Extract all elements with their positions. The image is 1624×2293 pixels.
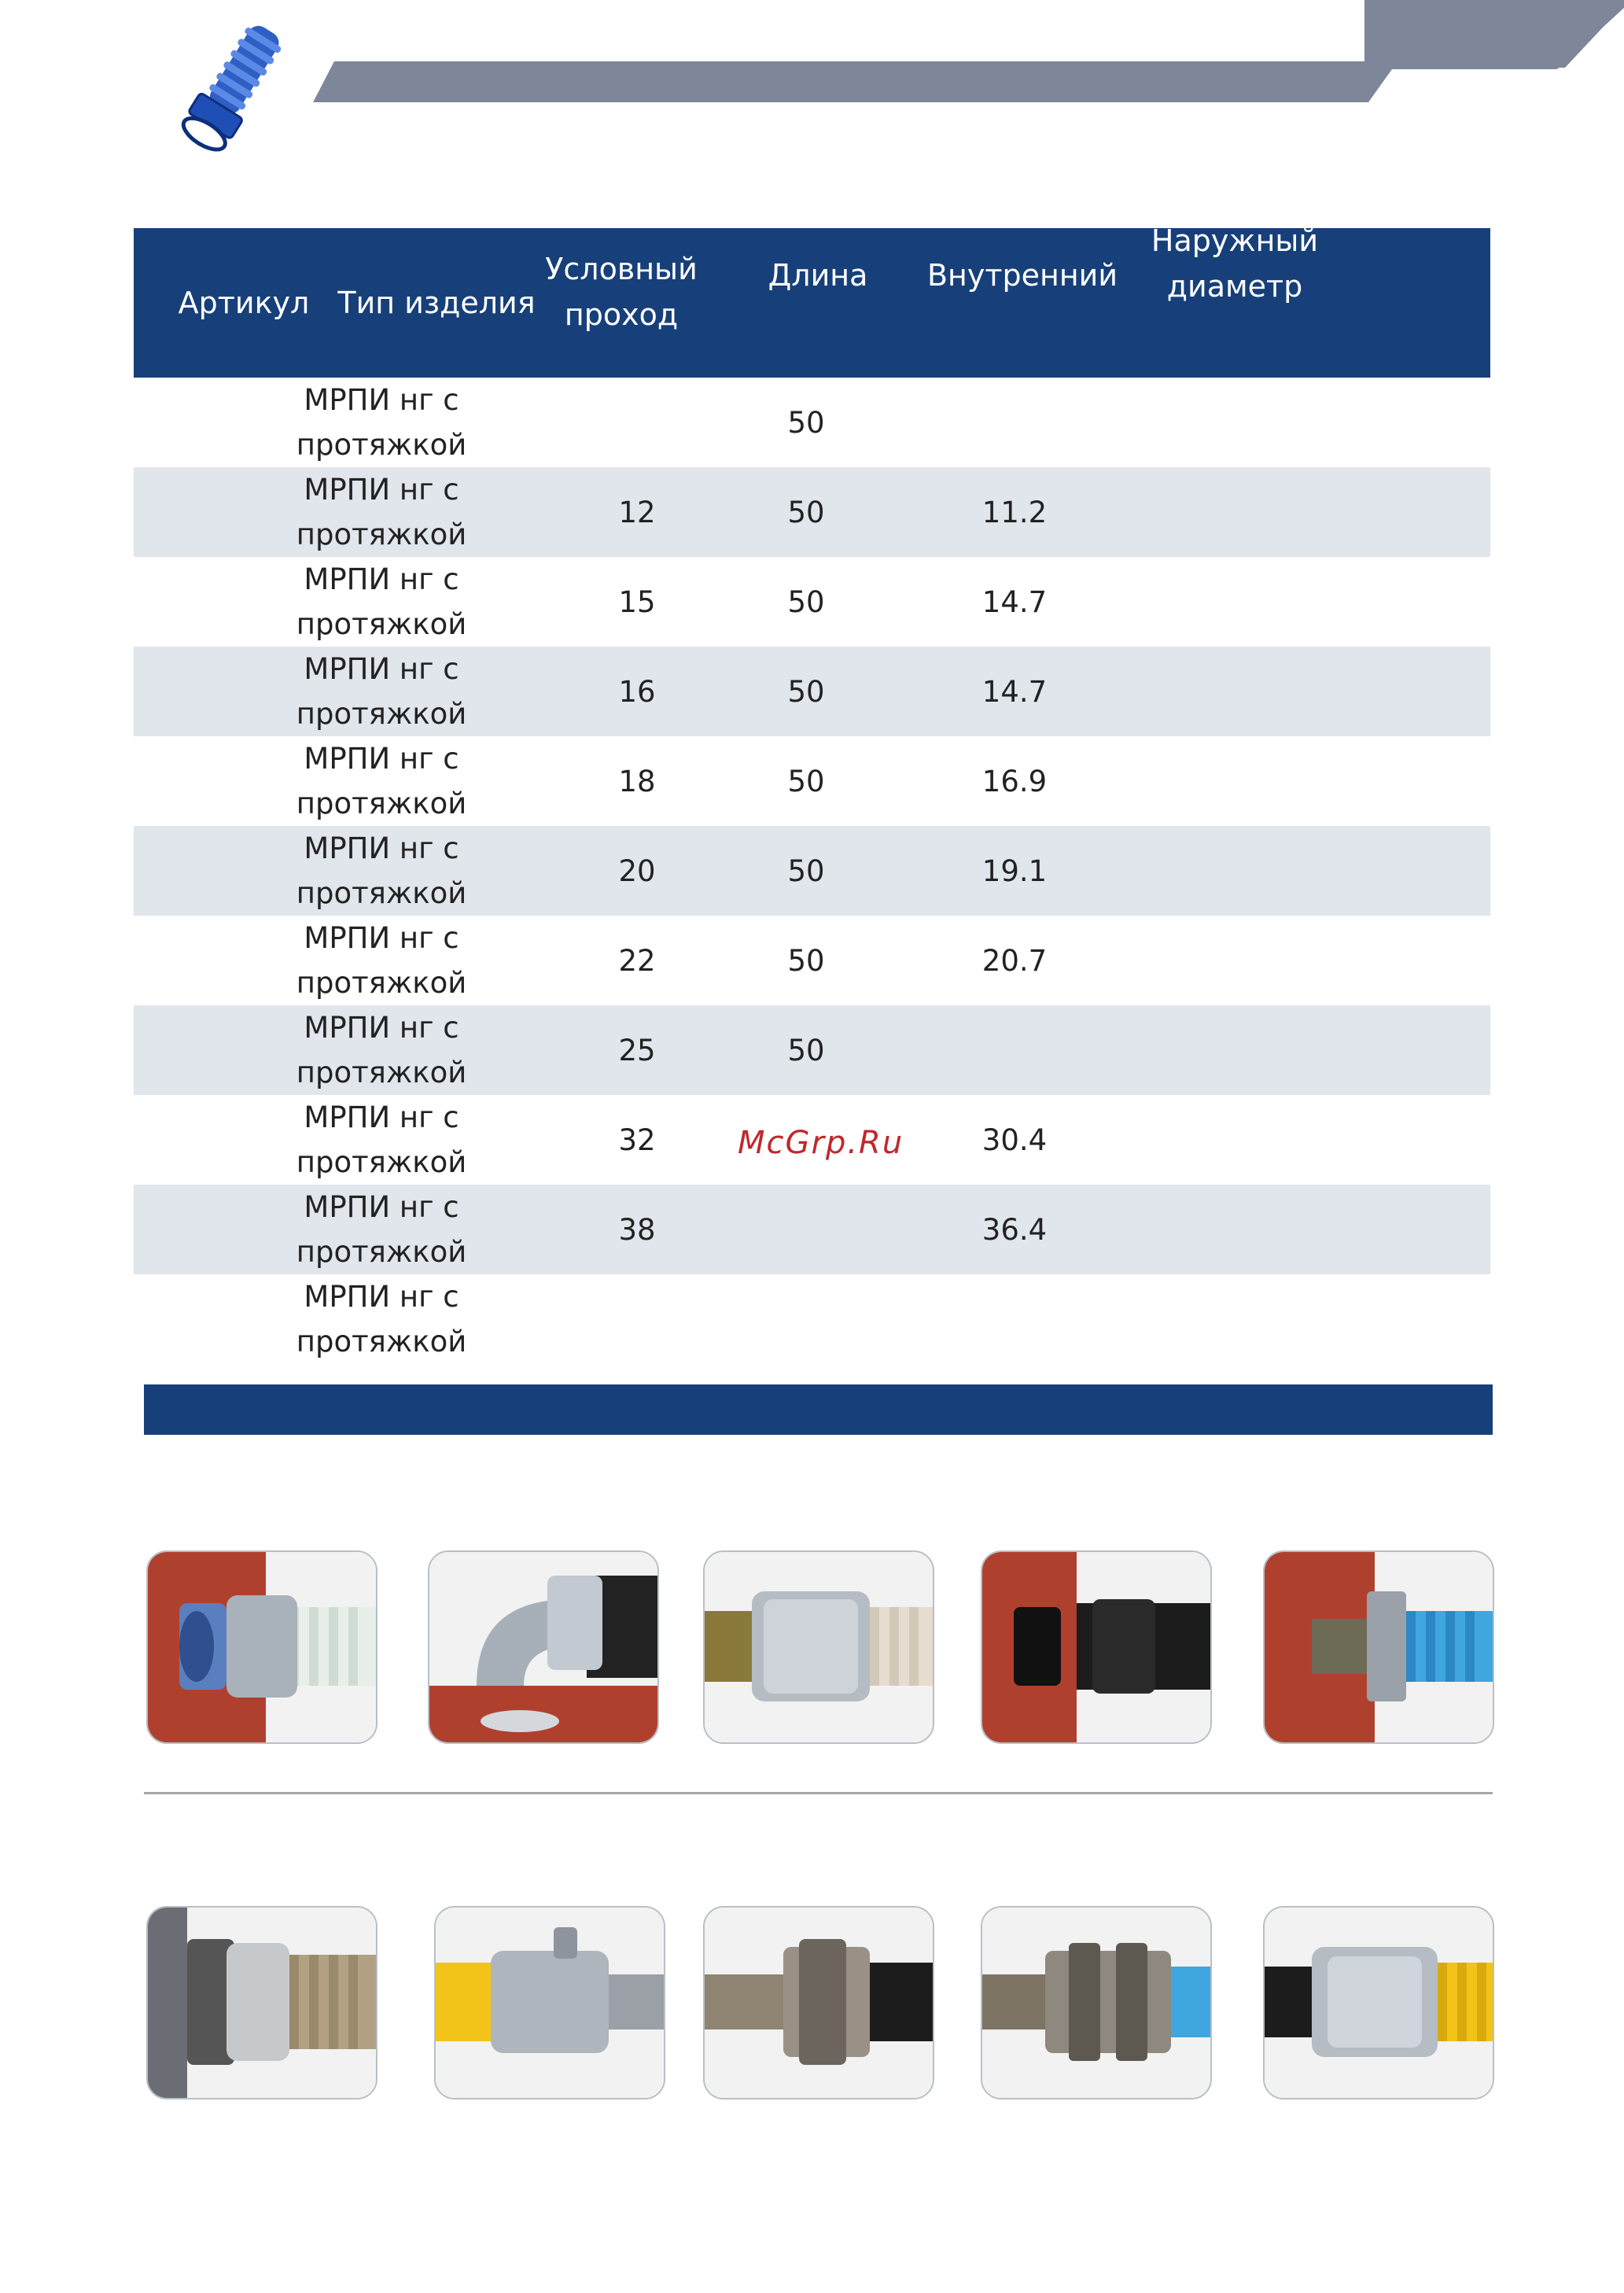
cell-length: 50 <box>787 584 825 619</box>
table-row <box>134 378 1490 467</box>
cell-conduit: 38 <box>618 1212 656 1247</box>
fitting-photo-10 <box>1263 1906 1494 2099</box>
cell-inner <box>936 378 1093 467</box>
table-row <box>134 1274 1490 1364</box>
section-band <box>144 1384 1493 1435</box>
photos-divider <box>144 1792 1493 1794</box>
fitting-photo-7 <box>434 1906 665 2099</box>
cell-conduit <box>566 378 708 467</box>
fitting-photo-4 <box>981 1550 1212 1744</box>
cell-type: МРПИ нг с протяжкой <box>296 921 467 1000</box>
cell-conduit: 32 <box>618 1123 656 1157</box>
header-type: Тип изделия <box>337 286 536 320</box>
cell-length: 50 <box>787 674 825 709</box>
cell-conduit: 16 <box>618 674 656 709</box>
fitting-photo-1 <box>146 1550 377 1744</box>
cell-inner: 20.7 <box>981 943 1048 978</box>
table-row <box>134 826 1490 916</box>
cell-conduit: 12 <box>618 495 656 529</box>
cell-type: МРПИ нг с протяжкой <box>296 1100 467 1179</box>
table-header <box>134 223 1490 378</box>
cell-inner: 14.7 <box>981 674 1048 709</box>
fitting-photo-3 <box>703 1550 934 1744</box>
table-row <box>134 467 1490 557</box>
cell-inner <box>936 1274 1093 1364</box>
cell-inner: 19.1 <box>981 853 1048 888</box>
cell-conduit <box>566 1274 708 1364</box>
fitting-photo-6 <box>146 1906 377 2099</box>
cell-length: 50 <box>787 495 825 529</box>
table-row <box>134 1005 1490 1095</box>
cell-conduit: 22 <box>618 943 656 978</box>
header-article: Артикул <box>178 286 310 320</box>
cell-inner: 11.2 <box>981 495 1048 529</box>
cell-length: 50 <box>787 943 825 978</box>
cell-type: МРПИ нг с протяжкой <box>296 383 467 462</box>
header-outer <box>1077 223 1392 378</box>
spec-table <box>134 223 1490 1364</box>
header-inner: Внутренний <box>926 258 1118 293</box>
cell-type: МРПИ нг с протяжкой <box>296 742 467 820</box>
cell-length: 50 <box>787 764 825 798</box>
cell-conduit: 25 <box>618 1033 656 1067</box>
fitting-photo-5 <box>1263 1550 1494 1744</box>
cell-type: МРПИ нг с протяжкой <box>296 1011 467 1089</box>
cell-conduit: 18 <box>618 764 656 798</box>
cell-length <box>727 1274 885 1364</box>
cell-length: 50 <box>787 1033 825 1067</box>
header-conduit-text: Условный проход <box>545 252 698 332</box>
cell-conduit: 20 <box>618 853 656 888</box>
cell-inner: 14.7 <box>981 584 1048 619</box>
table-row <box>134 647 1490 736</box>
cell-inner: 36.4 <box>981 1212 1048 1247</box>
header-conduit <box>511 228 731 378</box>
cell-inner: 30.4 <box>981 1123 1048 1157</box>
table-row <box>134 916 1490 1005</box>
table-body <box>134 378 1490 1364</box>
cell-inner: 16.9 <box>981 764 1048 798</box>
table-row <box>134 736 1490 826</box>
conduit-logo-icon <box>173 24 291 153</box>
cell-type: МРПИ нг с протяжкой <box>296 473 467 551</box>
cell-type: МРПИ нг с протяжкой <box>296 1190 467 1269</box>
cell-conduit: 15 <box>618 584 656 619</box>
cell-type: МРПИ нг с протяжкой <box>296 831 467 910</box>
cell-type: МРПИ нг с протяжкой <box>296 652 467 731</box>
header-outer-text: Наружный диаметр <box>1151 223 1319 304</box>
header-length: Длина <box>768 258 868 293</box>
fitting-photo-8 <box>703 1906 934 2099</box>
table-row <box>134 1185 1490 1274</box>
cell-length: 50 <box>787 405 825 440</box>
fitting-photo-2 <box>428 1550 659 1744</box>
fitting-photo-9 <box>981 1906 1212 2099</box>
cell-inner <box>936 1005 1093 1095</box>
cell-type: МРПИ нг с протяжкой <box>296 1280 467 1358</box>
table-row <box>134 557 1490 647</box>
cell-length: 50 <box>787 853 825 888</box>
cell-length <box>727 1185 885 1274</box>
watermark: McGrp.Ru <box>738 1125 904 1161</box>
cell-type: МРПИ нг с протяжкой <box>296 562 467 641</box>
